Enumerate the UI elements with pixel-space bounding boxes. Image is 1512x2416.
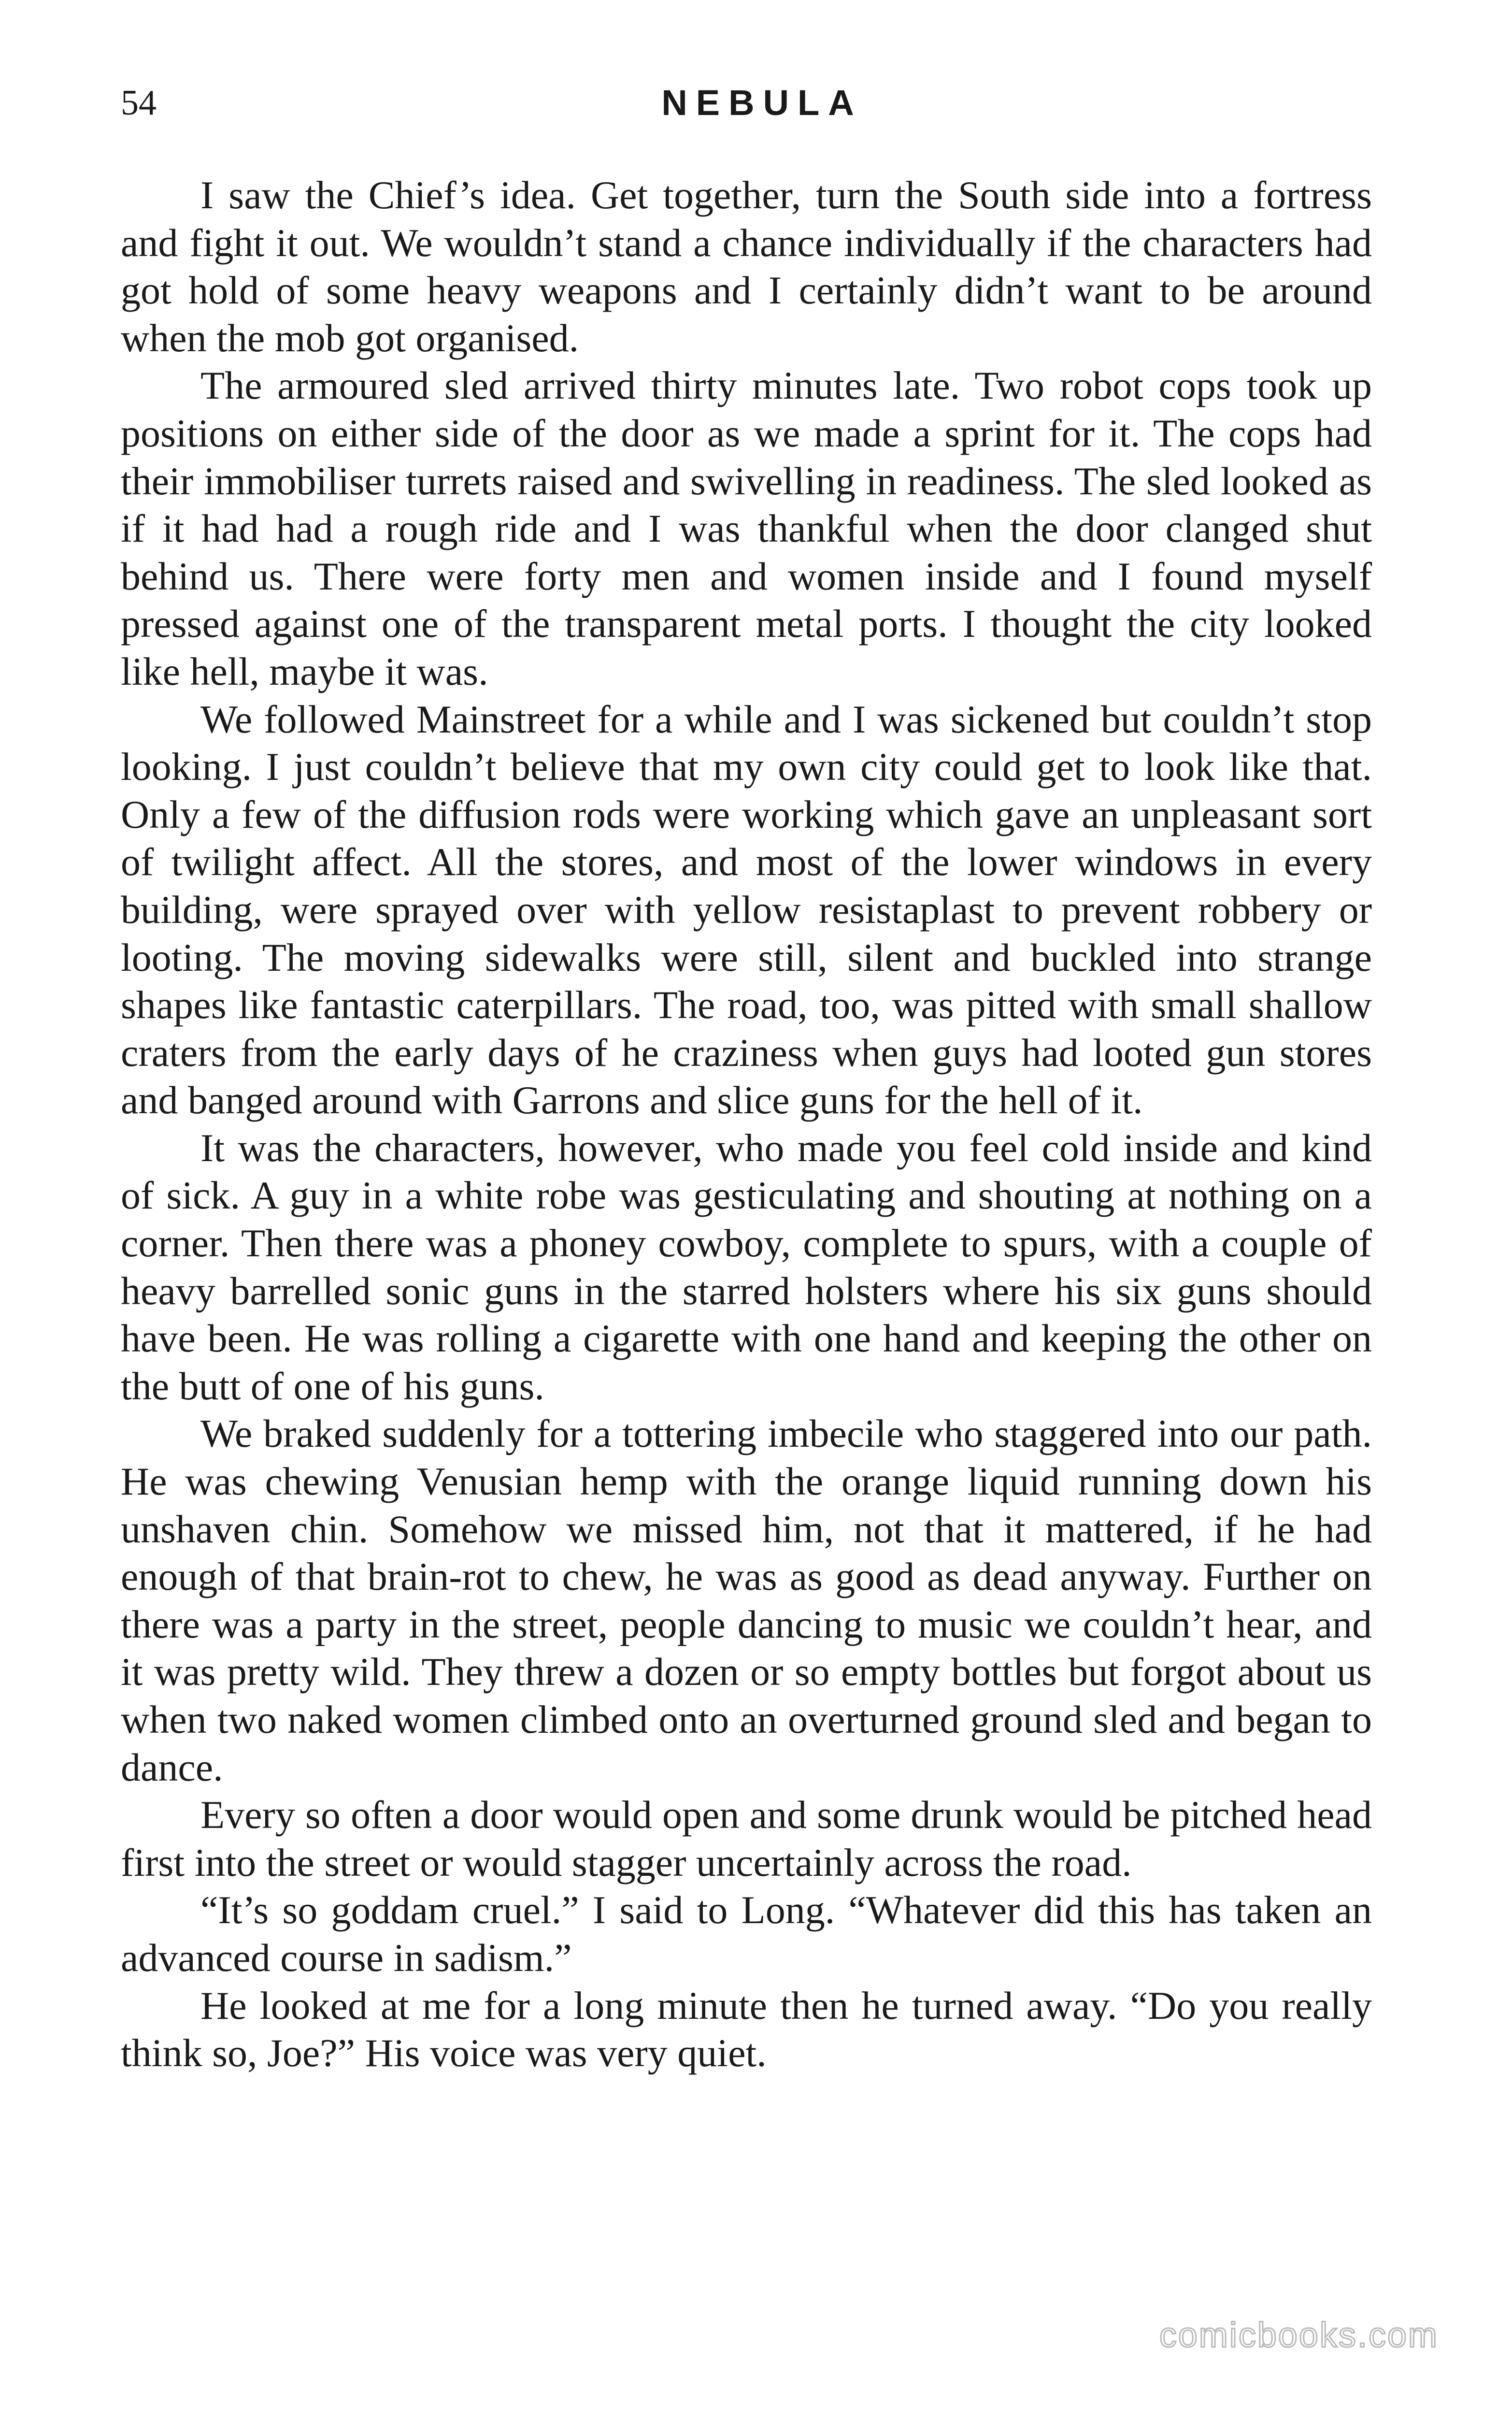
- paragraph: He looked at me for a long minute then he turned away. “Do you really think so, Joe?” His voice was very quiet.: [121, 1983, 1372, 2075]
- paragraph: We followed Mainstreet for a while and I was sickened but couldn’t stop looking. I just couldn’t believe that my own city could get to look like that. Only a few of the diffusion rods were working which gave an unpleasant sort of twilight affect. All the stores, and most of the lower windows in every building, were sprayed over with yellow resistaplast to prevent robbery or looting. The moving sidewalks were still, silent and buckled into strange shapes like fantastic caterpillars. The road, too, was pitted with small shallow craters from the early days of he craziness when guys had looted gun stores and banged around with Garrons and slice guns for the hell of it.: [121, 697, 1372, 1122]
- paragraph: I saw the Chief’s idea. Get together, turn the South side into a fortress and fight it out. We wouldn’t stand a chance individually if the characters had got hold of some heavy weapons and I certainly didn’t want to be around when the mob got organised.: [121, 173, 1372, 360]
- paragraph: It was the characters, however, who made you feel cold inside and kind of sick. A guy in a white robe was gesticulating and shouting at nothing on a corner. Then there was a phoney cowboy, complete to spurs, with a couple of heavy barrelled sonic guns in the starred holsters where his six guns should have been. He was rolling a cigarette with one hand and keeping the other on the butt of one of his guns.: [121, 1125, 1372, 1408]
- paragraph: “It’s so goddam cruel.” I said to Long. “Whatever did this has taken an advanced course in sadism.”: [121, 1888, 1372, 1980]
- page-number: 54: [121, 83, 157, 123]
- text-body: [121, 172, 1372, 2077]
- paragraph: The armoured sled arrived thirty minutes late. Two robot cops took up positions on either side of the door as we made a sprint for it. The cops had their immobiliser turrets raised and swivelling in readiness. The sled looked as if it had had a rough ride and I was thankful when the door clanged shut behind us. There were forty men and women inside and I found myself pressed against one of the transparent metal ports. I thought the city looked like hell, maybe it was.: [121, 363, 1372, 693]
- running-title: NEBULA: [661, 83, 863, 123]
- paragraph: Every so often a door would open and some drunk would be pitched head first into the street or would stagger uncertainly across the road.: [121, 1793, 1372, 1884]
- page-header: [121, 76, 1403, 129]
- watermark: comicbooks.com: [1159, 2316, 1439, 2355]
- paragraph: We braked suddenly for a tottering imbecile who staggered into our path. He was chewing Venusian hemp with the orange liquid running down his unshaven chin. Somehow we missed him, not that it mattered, if he had enough of that brain-rot to chew, he was as good as dead anyway. Further on there was a party in the street, people dancing to music we couldn’t hear, and it was pretty wild. They threw a dozen or so empty bottles but forgot about us when two naked women climbed onto an overturned ground sled and began to dance.: [121, 1411, 1372, 1789]
